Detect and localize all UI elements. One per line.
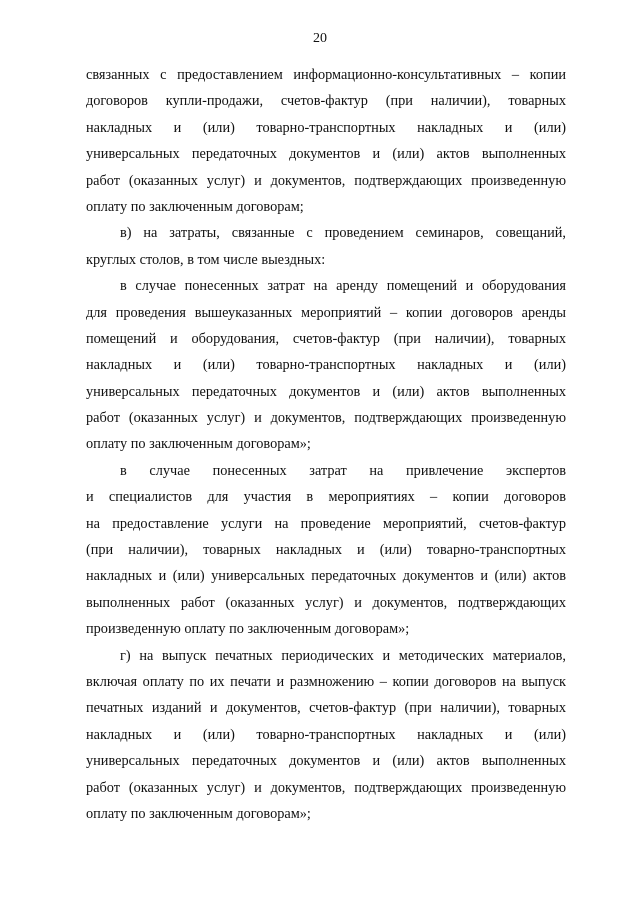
text-line: помещений и оборудования, счетов-фактур (при наличии), товарных [86, 330, 566, 347]
text-line: накладных и (или) товарно-транспортных накладных и (или) [86, 357, 566, 374]
text-line: включая оплату по их печати и размножению – копии договоров на выпуск [86, 673, 566, 690]
text-line: в случае понесенных затрат на привлечение экспертов [120, 462, 566, 479]
text-line: универсальных передаточных документов и (или) актов выполненных [86, 753, 566, 770]
document-body [86, 62, 566, 827]
text-line: на предоставление услуги на проведение мероприятий, счетов-фактур [86, 515, 566, 532]
paragraph [86, 62, 566, 220]
text-line: круглых столов, в том числе выездных: [86, 251, 326, 268]
text-line: работ (оказанных услуг) и документов, подтверждающих произведенную [86, 410, 566, 427]
paragraph [86, 220, 566, 273]
text-line: связанных с предоставлением информационно-консультативных – копии [86, 67, 566, 83]
text-line: г) на выпуск печатных периодических и методических материалов, [120, 647, 566, 664]
text-line: в) на затраты, связанные с проведением семинаров, совещаний, [120, 225, 566, 242]
text-line: для проведения вышеуказанных мероприятий – копии договоров аренды [86, 304, 566, 321]
text-line: универсальных передаточных документов и (или) актов выполненных [86, 383, 566, 400]
text-line: в случае понесенных затрат на аренду помещений и оборудования [120, 278, 566, 295]
text-line: накладных и (или) товарно-транспортных накладных и (или) [86, 119, 566, 136]
page-number: 20 [313, 31, 327, 46]
text-line: оплату по заключенным договорам; [86, 198, 304, 215]
text-line: договоров купли-продажи, счетов-фактур (при наличии), товарных [86, 93, 566, 110]
text-line: печатных изданий и документов, счетов-фактур (при наличии), товарных [86, 700, 566, 717]
paragraph [86, 273, 566, 458]
paragraph [86, 643, 566, 828]
text-line: работ (оказанных услуг) и документов, подтверждающих произведенную [86, 172, 566, 189]
text-line: произведенную оплату по заключенным договорам»; [86, 621, 410, 638]
text-line: оплату по заключенным договорам»; [86, 805, 311, 822]
text-line: и специалистов для участия в мероприятиях – копии договоров [86, 489, 566, 506]
text-line: работ (оказанных услуг) и документов, подтверждающих произведенную [86, 779, 566, 796]
text-line: накладных и (или) универсальных передаточных документов и (или) актов [86, 568, 566, 585]
text-line: (при наличии), товарных накладных и (или) товарно-транспортных [86, 542, 566, 559]
text-line: накладных и (или) товарно-транспортных накладных и (или) [86, 726, 566, 743]
text-line: универсальных передаточных документов и (или) актов выполненных [86, 146, 566, 163]
paragraph [86, 458, 566, 643]
text-line: выполненных работ (оказанных услуг) и документов, подтверждающих [86, 594, 566, 611]
text-line: оплату по заключенным договорам»; [86, 436, 311, 453]
